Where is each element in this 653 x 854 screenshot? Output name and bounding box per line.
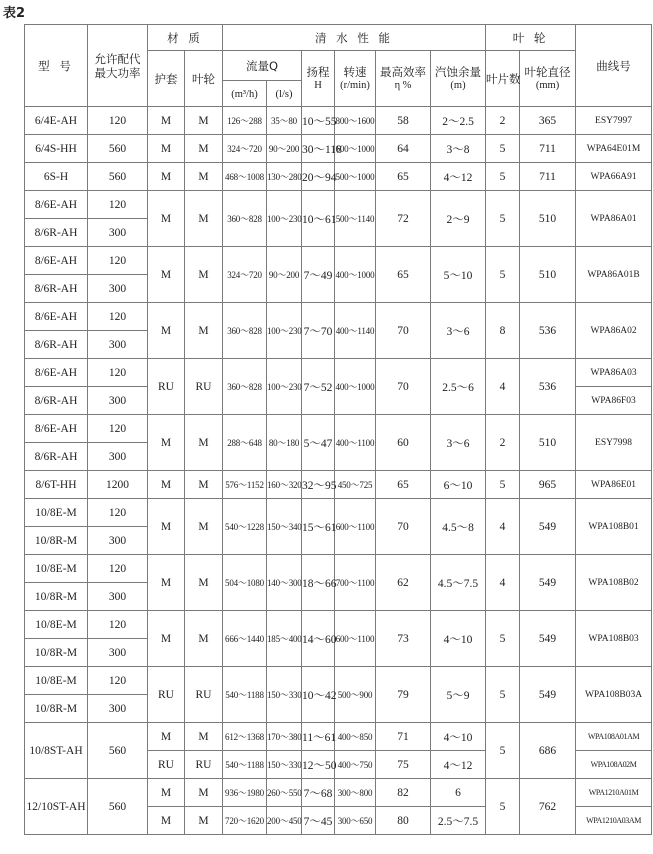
cell-impeller-material: M (185, 611, 223, 667)
cell-curve: WPA66A91 (576, 163, 652, 191)
table-row (25, 359, 652, 387)
cell-power: 120 (88, 667, 148, 695)
cell-impeller-material: M (185, 415, 223, 471)
table-body (25, 107, 652, 835)
cell-diameter: 762 (520, 779, 576, 835)
cell-flow-ls: 100～230 (267, 191, 302, 247)
cell-impeller-material: M (185, 247, 223, 303)
cell-curve: WPA86A03 (576, 359, 652, 387)
cell-efficiency: 60 (376, 415, 431, 471)
cell-model: 12/10ST-AH (25, 779, 88, 835)
cell-efficiency: 65 (376, 247, 431, 303)
cell-blades: 2 (486, 415, 520, 471)
cell-power: 560 (88, 779, 148, 835)
cell-flow-m3h: 540～1228 (223, 499, 267, 555)
cell-model: 8/6R-AH (25, 443, 88, 471)
cell-sheath: M (148, 303, 185, 359)
cell-flow-m3h: 666～1440 (223, 611, 267, 667)
cell-sheath: M (148, 107, 185, 135)
cell-diameter: 686 (520, 723, 576, 779)
cell-sheath: M (148, 807, 185, 835)
header-flow-ls: (l/s) (267, 81, 302, 107)
cell-impeller-material: M (185, 807, 223, 835)
table-row (25, 611, 652, 639)
cell-sheath: M (148, 163, 185, 191)
cell-power: 560 (88, 723, 148, 779)
cell-power: 120 (88, 247, 148, 275)
cell-impeller-material: M (185, 135, 223, 163)
cell-npsh: 2.5～7.5 (431, 807, 486, 835)
cell-efficiency: 70 (376, 499, 431, 555)
cell-blades: 5 (486, 723, 520, 779)
header-model: 型 号 (25, 25, 88, 107)
cell-sheath: M (148, 723, 185, 751)
cell-efficiency: 70 (376, 359, 431, 415)
header-npsh: 汽蚀余量 (m) (431, 51, 486, 107)
cell-curve: WPA108B03A (576, 667, 652, 723)
cell-efficiency: 75 (376, 751, 431, 779)
cell-curve: WPA86E01 (576, 471, 652, 499)
cell-blades: 5 (486, 191, 520, 247)
cell-blades: 5 (486, 611, 520, 667)
cell-efficiency: 64 (376, 135, 431, 163)
table-caption: 表2 (3, 6, 26, 21)
cell-model: 8/6R-AH (25, 331, 88, 359)
cell-flow-ls: 140～300 (267, 555, 302, 611)
header-speed: 转速 (r/min) (335, 51, 376, 107)
cell-speed: 800～1600 (335, 107, 376, 135)
cell-speed: 400～1140 (335, 303, 376, 359)
cell-model: 8/6R-AH (25, 275, 88, 303)
cell-head: 7～68 (302, 779, 335, 807)
cell-sheath: M (148, 247, 185, 303)
cell-head: 18～66 (302, 555, 335, 611)
cell-model: 6/4S-HH (25, 135, 88, 163)
cell-flow-ls: 35～80 (267, 107, 302, 135)
cell-sheath: M (148, 779, 185, 807)
cell-model: 8/6R-AH (25, 387, 88, 415)
cell-flow-ls: 200～450 (267, 807, 302, 835)
cell-curve: WPA86A02 (576, 303, 652, 359)
cell-head: 10～61 (302, 191, 335, 247)
cell-efficiency: 65 (376, 163, 431, 191)
cell-flow-m3h: 324～720 (223, 135, 267, 163)
cell-curve: WPA108B03 (576, 611, 652, 667)
cell-flow-m3h: 288～648 (223, 415, 267, 471)
cell-npsh: 2～9 (431, 191, 486, 247)
cell-flow-m3h: 576～1152 (223, 471, 267, 499)
cell-model: 10/8R-M (25, 695, 88, 723)
table-row (25, 779, 652, 807)
header-max-power: 允许配代 最大功率 (88, 25, 148, 107)
cell-flow-m3h: 360～828 (223, 191, 267, 247)
cell-efficiency: 62 (376, 555, 431, 611)
cell-speed: 500～1000 (335, 163, 376, 191)
cell-flow-ls: 185～400 (267, 611, 302, 667)
cell-curve: WPA108A02M (576, 751, 652, 779)
cell-speed: 450～725 (335, 471, 376, 499)
cell-power: 120 (88, 611, 148, 639)
cell-blades: 5 (486, 667, 520, 723)
cell-diameter: 510 (520, 415, 576, 471)
header-blades: 叶片数 (486, 51, 520, 107)
cell-sheath: RU (148, 667, 185, 723)
cell-flow-m3h: 540～1188 (223, 751, 267, 779)
cell-impeller-material: M (185, 303, 223, 359)
cell-blades: 4 (486, 359, 520, 415)
cell-flow-ls: 90～200 (267, 135, 302, 163)
cell-curve: WPA108B02 (576, 555, 652, 611)
header-diameter: 叶轮直径 (mm) (520, 51, 576, 107)
cell-power: 120 (88, 555, 148, 583)
cell-sheath: M (148, 555, 185, 611)
cell-flow-m3h: 720～1620 (223, 807, 267, 835)
cell-diameter: 549 (520, 667, 576, 723)
cell-head: 7～45 (302, 807, 335, 835)
cell-efficiency: 65 (376, 471, 431, 499)
header-efficiency: 最高效率 η % (376, 51, 431, 107)
cell-diameter: 536 (520, 359, 576, 415)
table-row (25, 499, 652, 527)
header-impeller: 叶 轮 (486, 25, 576, 51)
cell-model: 10/8E-M (25, 499, 88, 527)
cell-efficiency: 70 (376, 303, 431, 359)
header-curve: 曲线号 (576, 25, 652, 107)
cell-npsh: 5～10 (431, 247, 486, 303)
cell-power: 1200 (88, 471, 148, 499)
cell-flow-ls: 150～340 (267, 499, 302, 555)
cell-flow-ls: 150～330 (267, 751, 302, 779)
cell-npsh: 3～8 (431, 135, 486, 163)
cell-speed: 400～850 (335, 723, 376, 751)
cell-sheath: M (148, 611, 185, 667)
cell-flow-m3h: 504～1080 (223, 555, 267, 611)
cell-head: 11～61 (302, 723, 335, 751)
cell-diameter: 536 (520, 303, 576, 359)
cell-power: 300 (88, 639, 148, 667)
cell-npsh: 4.5～8 (431, 499, 486, 555)
table-row (25, 163, 652, 191)
cell-speed: 300～650 (335, 807, 376, 835)
cell-impeller-material: M (185, 471, 223, 499)
cell-flow-ls: 80～180 (267, 415, 302, 471)
cell-efficiency: 79 (376, 667, 431, 723)
cell-sheath: M (148, 135, 185, 163)
cell-diameter: 711 (520, 135, 576, 163)
cell-blades: 4 (486, 555, 520, 611)
cell-model: 10/8R-M (25, 583, 88, 611)
cell-model: 8/6E-AH (25, 247, 88, 275)
cell-sheath: RU (148, 751, 185, 779)
cell-impeller-material: M (185, 107, 223, 135)
cell-npsh: 4.5～7.5 (431, 555, 486, 611)
cell-npsh: 2.5～6 (431, 359, 486, 415)
cell-curve: WPA86F03 (576, 387, 652, 415)
cell-efficiency: 73 (376, 611, 431, 667)
cell-diameter: 549 (520, 555, 576, 611)
header-material: 材 质 (148, 25, 223, 51)
cell-npsh: 5～9 (431, 667, 486, 723)
table-row (25, 415, 652, 443)
cell-efficiency: 71 (376, 723, 431, 751)
cell-blades: 5 (486, 163, 520, 191)
table-row (25, 555, 652, 583)
cell-curve: ESY7997 (576, 107, 652, 135)
cell-flow-ls: 260～550 (267, 779, 302, 807)
cell-power: 300 (88, 695, 148, 723)
cell-power: 560 (88, 163, 148, 191)
cell-npsh: 6 (431, 779, 486, 807)
table-row (25, 135, 652, 163)
cell-efficiency: 72 (376, 191, 431, 247)
table-header (25, 25, 652, 107)
cell-model: 8/6R-AH (25, 219, 88, 247)
cell-model: 6S-H (25, 163, 88, 191)
cell-sheath: M (148, 415, 185, 471)
cell-flow-m3h: 936～1980 (223, 779, 267, 807)
cell-speed: 600～1100 (335, 499, 376, 555)
pump-performance-table (24, 24, 652, 835)
cell-power: 120 (88, 303, 148, 331)
cell-power: 300 (88, 219, 148, 247)
cell-head: 12～50 (302, 751, 335, 779)
cell-blades: 5 (486, 471, 520, 499)
cell-impeller-material: M (185, 191, 223, 247)
table-row (25, 667, 652, 695)
cell-model: 8/6E-AH (25, 191, 88, 219)
cell-npsh: 4～10 (431, 723, 486, 751)
cell-speed: 600～1100 (335, 611, 376, 667)
cell-npsh: 3～6 (431, 415, 486, 471)
cell-efficiency: 80 (376, 807, 431, 835)
header-impeller-material: 叶轮 (185, 51, 223, 107)
cell-flow-m3h: 612～1368 (223, 723, 267, 751)
cell-speed: 400～1100 (335, 415, 376, 471)
header-performance: 清 水 性 能 (223, 25, 486, 51)
cell-model: 10/8E-M (25, 667, 88, 695)
header-sheath: 护套 (148, 51, 185, 107)
cell-model: 6/4E-AH (25, 107, 88, 135)
cell-speed: 400～1000 (335, 359, 376, 415)
cell-speed: 600～1000 (335, 135, 376, 163)
cell-flow-m3h: 468～1008 (223, 163, 267, 191)
cell-head: 20～94 (302, 163, 335, 191)
cell-model: 8/6E-AH (25, 359, 88, 387)
cell-power: 300 (88, 331, 148, 359)
cell-power: 560 (88, 135, 148, 163)
cell-diameter: 711 (520, 163, 576, 191)
cell-flow-ls: 170～380 (267, 723, 302, 751)
cell-impeller-material: M (185, 499, 223, 555)
header-head: 扬程 H (302, 51, 335, 107)
cell-flow-m3h: 126～288 (223, 107, 267, 135)
cell-impeller-material: M (185, 779, 223, 807)
table-row (25, 247, 652, 275)
cell-diameter: 510 (520, 247, 576, 303)
cell-curve: WPA86A01 (576, 191, 652, 247)
cell-model: 10/8R-M (25, 639, 88, 667)
cell-curve: WPA64E01M (576, 135, 652, 163)
cell-speed: 400～750 (335, 751, 376, 779)
cell-npsh: 6～10 (431, 471, 486, 499)
cell-blades: 2 (486, 107, 520, 135)
table-row (25, 723, 652, 751)
cell-power: 300 (88, 443, 148, 471)
cell-model: 10/8E-M (25, 611, 88, 639)
cell-efficiency: 82 (376, 779, 431, 807)
cell-flow-m3h: 324～720 (223, 247, 267, 303)
cell-head: 10～42 (302, 667, 335, 723)
cell-power: 120 (88, 499, 148, 527)
table-row (25, 191, 652, 219)
cell-head: 7～70 (302, 303, 335, 359)
cell-head: 15～61 (302, 499, 335, 555)
cell-impeller-material: RU (185, 359, 223, 415)
header-flow-m3h: (m³/h) (223, 81, 267, 107)
cell-curve: WPA1210A03AM (576, 807, 652, 835)
cell-curve: ESY7998 (576, 415, 652, 471)
header-flow: 流量Q (223, 51, 302, 81)
cell-power: 300 (88, 527, 148, 555)
cell-flow-m3h: 540～1188 (223, 667, 267, 723)
cell-npsh: 2～2.5 (431, 107, 486, 135)
cell-sheath: M (148, 499, 185, 555)
cell-speed: 700～1100 (335, 555, 376, 611)
cell-flow-ls: 130～280 (267, 163, 302, 191)
cell-curve: WPA108A01AM (576, 723, 652, 751)
cell-diameter: 365 (520, 107, 576, 135)
cell-power: 300 (88, 387, 148, 415)
cell-npsh: 4～12 (431, 751, 486, 779)
cell-sheath: M (148, 191, 185, 247)
cell-efficiency: 58 (376, 107, 431, 135)
cell-curve: WPA1210A01M (576, 779, 652, 807)
cell-impeller-material: M (185, 163, 223, 191)
cell-impeller-material: M (185, 723, 223, 751)
cell-model: 8/6T-HH (25, 471, 88, 499)
cell-head: 30～118 (302, 135, 335, 163)
cell-diameter: 549 (520, 499, 576, 555)
cell-model: 8/6E-AH (25, 303, 88, 331)
cell-impeller-material: RU (185, 751, 223, 779)
cell-flow-ls: 160～320 (267, 471, 302, 499)
cell-blades: 8 (486, 303, 520, 359)
cell-npsh: 4～10 (431, 611, 486, 667)
cell-npsh: 4～12 (431, 163, 486, 191)
cell-npsh: 3～6 (431, 303, 486, 359)
cell-speed: 500～900 (335, 667, 376, 723)
cell-diameter: 549 (520, 611, 576, 667)
table-row (25, 107, 652, 135)
cell-flow-ls: 100～230 (267, 303, 302, 359)
cell-impeller-material: M (185, 555, 223, 611)
cell-flow-ls: 100～230 (267, 359, 302, 415)
cell-blades: 4 (486, 499, 520, 555)
cell-speed: 300～800 (335, 779, 376, 807)
cell-power: 300 (88, 583, 148, 611)
cell-blades: 5 (486, 135, 520, 163)
cell-model: 10/8R-M (25, 527, 88, 555)
table-row (25, 303, 652, 331)
cell-head: 10～55 (302, 107, 335, 135)
cell-power: 300 (88, 275, 148, 303)
cell-flow-ls: 150～330 (267, 667, 302, 723)
cell-flow-m3h: 360～828 (223, 303, 267, 359)
cell-impeller-material: RU (185, 667, 223, 723)
cell-sheath: M (148, 471, 185, 499)
cell-blades: 5 (486, 779, 520, 835)
cell-blades: 5 (486, 247, 520, 303)
cell-head: 14～60 (302, 611, 335, 667)
cell-head: 7～49 (302, 247, 335, 303)
cell-power: 120 (88, 107, 148, 135)
cell-speed: 400～1000 (335, 247, 376, 303)
cell-model: 10/8ST-AH (25, 723, 88, 779)
cell-speed: 500～1140 (335, 191, 376, 247)
cell-flow-ls: 90～200 (267, 247, 302, 303)
cell-power: 120 (88, 191, 148, 219)
cell-curve: WPA86A01B (576, 247, 652, 303)
cell-head: 32～95 (302, 471, 335, 499)
cell-model: 8/6E-AH (25, 415, 88, 443)
cell-flow-m3h: 360～828 (223, 359, 267, 415)
table-row (25, 471, 652, 499)
cell-diameter: 965 (520, 471, 576, 499)
cell-model: 10/8E-M (25, 555, 88, 583)
cell-sheath: RU (148, 359, 185, 415)
cell-power: 120 (88, 359, 148, 387)
cell-head: 5～47 (302, 415, 335, 471)
cell-head: 7～52 (302, 359, 335, 415)
cell-curve: WPA108B01 (576, 499, 652, 555)
cell-power: 120 (88, 415, 148, 443)
cell-diameter: 510 (520, 191, 576, 247)
